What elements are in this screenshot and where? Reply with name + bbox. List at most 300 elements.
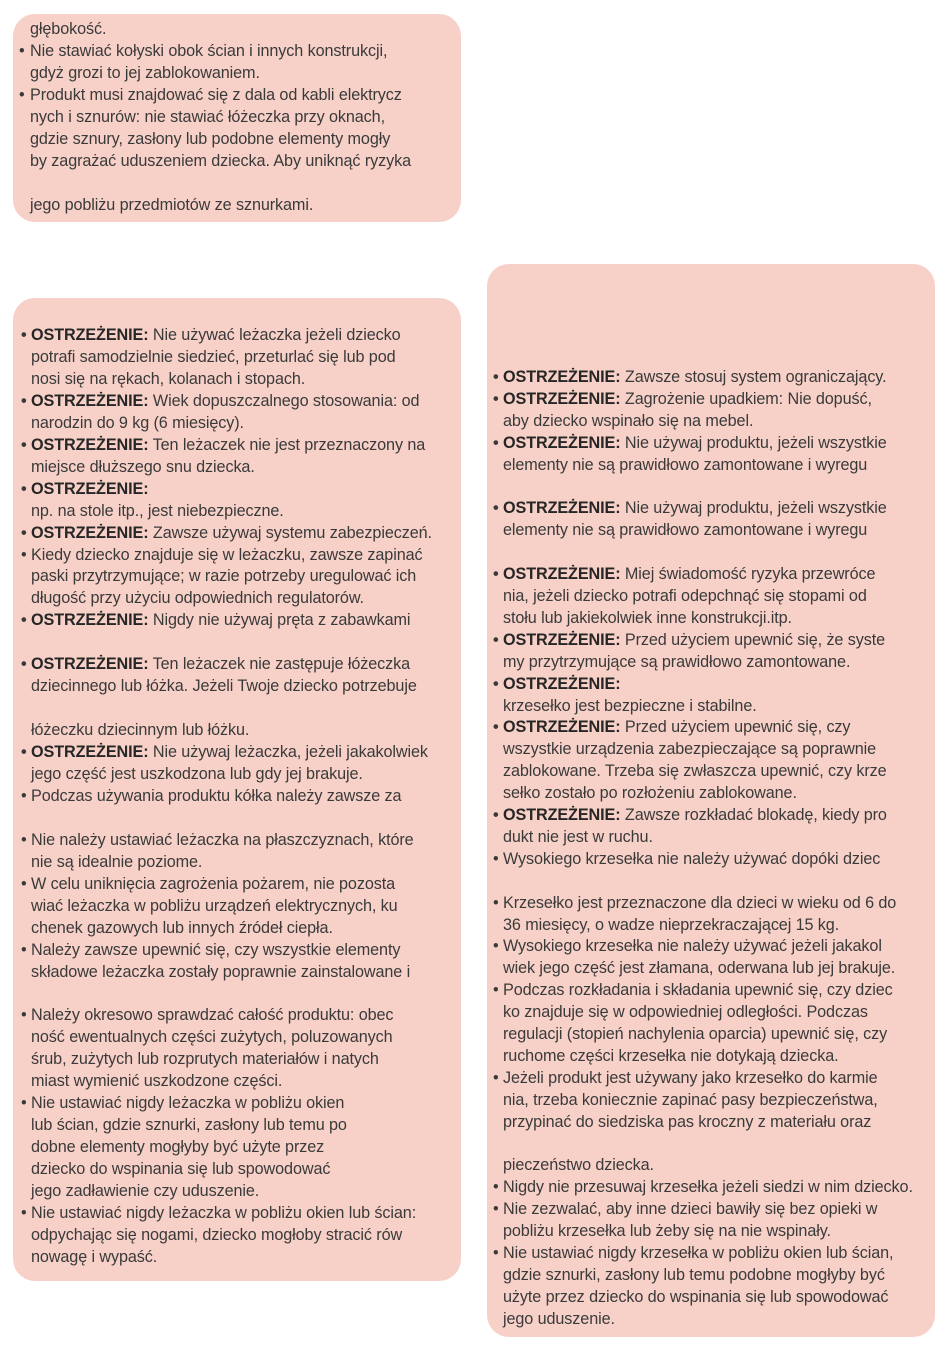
box2-line — [13, 1048, 451, 1070]
line-text — [503, 1045, 927, 1067]
box2-line — [13, 390, 451, 412]
line-text — [30, 128, 450, 150]
box2-line — [13, 675, 451, 697]
bullet-icon: • — [21, 655, 27, 674]
box3-line — [487, 957, 927, 979]
line-text — [31, 675, 451, 697]
bullet-icon: • — [493, 849, 499, 868]
box3-line — [487, 519, 927, 541]
line-text — [31, 500, 451, 522]
line-text — [503, 454, 927, 476]
warning-label: OSTRZEŻENIE: — [31, 435, 149, 454]
warning-label: OSTRZEŻENIE: — [503, 389, 621, 408]
box3-line — [487, 497, 927, 519]
box3-line — [487, 607, 927, 629]
line-text — [503, 1111, 927, 1133]
box2-line — [13, 500, 451, 522]
line-body: lub ścian, gdzie sznurki, zasłony lub temu po — [31, 1116, 347, 1135]
box3-line — [487, 1308, 927, 1330]
bullet-icon: • — [493, 718, 499, 737]
box3-line — [487, 738, 927, 760]
line-body: zablokowane. Trzeba się zwłaszcza upewnić, czy krze — [503, 762, 887, 781]
bullet-icon: • — [493, 630, 499, 649]
box3-line — [487, 366, 927, 388]
line-text — [31, 785, 451, 807]
line-text — [503, 497, 927, 519]
box2-line — [13, 1092, 451, 1114]
line-body: Wiek dopuszczalnego stosowania: od — [148, 391, 420, 410]
line-body: wiek jego część jest złamana, oderwana lub jej brakuje. — [503, 959, 896, 978]
line-text — [503, 892, 927, 914]
line-body: Podczas rozkładania i składania upewnić się, czy dziec — [503, 981, 893, 1000]
line-body: Krzesełko jest przeznaczone dla dzieci w wieku od 6 do — [503, 893, 897, 912]
box2-line — [13, 851, 451, 873]
line-body: Kiedy dziecko znajduje się w leżaczku, zawsze zapinać — [31, 545, 423, 564]
line-body: pieczeństwo dziecka. — [503, 1156, 654, 1175]
line-text — [31, 1136, 451, 1158]
bullet-icon: • — [493, 1244, 499, 1262]
box2-line — [13, 434, 451, 456]
line-text — [503, 1220, 927, 1242]
bullet-icon: • — [493, 433, 499, 452]
line-body: gdzie sznury, zasłony lub podobne elementy mogły — [30, 130, 391, 148]
warning-label: OSTRZEŻENIE: — [503, 433, 621, 452]
box3-line — [487, 979, 927, 1001]
box2-line — [13, 1158, 451, 1180]
line-body: jego pobliżu przedmiotów ze sznurkami. — [30, 196, 314, 214]
line-text — [31, 609, 451, 631]
box2-line — [13, 719, 451, 741]
box3-line — [487, 1001, 927, 1023]
box3-line — [487, 454, 927, 476]
box2-line — [13, 807, 451, 829]
bullet-icon: • — [21, 743, 27, 762]
line-text — [31, 1092, 451, 1114]
bullet-icon: • — [21, 545, 27, 564]
bullet-icon: • — [493, 1178, 499, 1197]
line-text — [31, 917, 451, 939]
box2-line — [13, 1004, 451, 1026]
line-body: Przed użyciem upewnić się, że syste — [620, 630, 886, 649]
box3-line — [487, 892, 927, 914]
line-body: Należy okresowo sprawdzać całość produktu: obec — [31, 1006, 394, 1025]
box3-line — [487, 848, 927, 870]
line-body: 36 miesięcy, o wadze nieprzekraczającej 15 kg. — [503, 915, 840, 934]
bullet-icon: • — [21, 1094, 27, 1113]
line-text — [503, 1308, 927, 1330]
line-body: pobliżu krzesełka lub żeby się na nie wspinały. — [503, 1222, 831, 1241]
box1-line — [13, 194, 450, 216]
line-text — [30, 40, 450, 62]
box2-line — [13, 785, 451, 807]
box2-line — [13, 456, 451, 478]
box2-line — [13, 1070, 451, 1092]
box2-line — [13, 1026, 451, 1048]
line-text — [503, 957, 927, 979]
line-body: elementy nie są prawidłowo zamontowane i wyregu — [503, 521, 868, 540]
box3-line — [487, 651, 927, 673]
box1-line — [13, 62, 450, 84]
line-body: chenek gazowych lub innych źródeł ciepła. — [31, 918, 333, 937]
line-text — [31, 1070, 451, 1092]
line-body: Przed użyciem upewnić się, czy — [620, 718, 851, 737]
bullet-icon: • — [21, 1204, 27, 1222]
box2-line — [13, 917, 451, 939]
line-text — [503, 1089, 927, 1111]
line-body: jego uduszenie. — [503, 1309, 615, 1328]
box3-line — [487, 716, 927, 738]
box3-line — [487, 1133, 927, 1155]
line-text — [503, 629, 927, 651]
box3-line — [487, 1089, 927, 1111]
line-text — [31, 873, 451, 895]
line-body: Ten leżaczek nie jest przeznaczony na — [148, 435, 426, 454]
line-body: Zawsze rozkładać blokadę, kiedy pro — [620, 806, 887, 824]
bullet-icon: • — [21, 391, 27, 410]
box1-line — [13, 150, 450, 172]
line-text — [503, 1001, 927, 1023]
line-body: krzesełko jest bezpieczne i stabilne. — [503, 696, 757, 715]
line-text — [31, 653, 451, 675]
line-body: np. na stole itp., jest niebezpieczne. — [31, 501, 284, 520]
box3-line — [487, 1220, 927, 1242]
line-body: stołu lub jakiekolwiek inne konstrukcji.itp. — [503, 608, 792, 627]
line-text — [30, 84, 450, 106]
bullet-icon: • — [493, 389, 499, 408]
line-text — [31, 1158, 451, 1180]
line-text — [30, 18, 450, 40]
line-text — [503, 410, 927, 432]
box2-line — [13, 939, 451, 961]
box1-line — [13, 84, 450, 106]
box2-line — [13, 763, 451, 785]
box2-line — [13, 1202, 451, 1224]
box2-line — [13, 324, 451, 346]
line-text — [503, 782, 927, 804]
line-body: gdyż grozi to jej zablokowaniem. — [30, 64, 260, 82]
box3-line — [487, 804, 927, 826]
warning-label: OSTRZEŻENIE: — [503, 718, 621, 737]
box2-line — [13, 829, 451, 851]
line-text — [31, 1004, 451, 1026]
box2-line — [13, 873, 451, 895]
box3-line — [487, 563, 927, 585]
box3-line — [487, 1198, 927, 1220]
line-body: odpychając się nogami, dziecko mogłoby stracić rów — [31, 1225, 403, 1244]
box2-line — [13, 631, 451, 653]
box3-line — [487, 695, 927, 717]
box2-line — [13, 1224, 451, 1246]
bullet-icon: • — [21, 435, 27, 454]
line-text — [503, 1067, 927, 1089]
warning-label: OSTRZEŻENIE: — [31, 391, 149, 410]
box1-line — [13, 106, 450, 128]
line-body: nowagę i wypaść. — [31, 1247, 158, 1266]
line-text — [31, 390, 451, 412]
line-text — [503, 519, 927, 541]
line-body: jego część jest uszkodzona lub gdy jej brakuje. — [31, 765, 363, 783]
line-body: łóżeczku dziecinnym lub łóżku. — [31, 721, 250, 740]
line-body: dziecko do wspinania się lub spowodować — [31, 1160, 331, 1179]
line-text — [31, 1224, 451, 1246]
box3-line — [487, 1045, 927, 1067]
box3-line — [487, 476, 927, 498]
bullet-icon: • — [21, 611, 27, 630]
box2-line — [13, 522, 451, 544]
box3-line — [487, 870, 927, 892]
box2-line — [13, 478, 451, 500]
line-body: długość przy użyciu odpowiednich regulatorów. — [31, 589, 364, 608]
line-body: Nie należy ustawiać leżaczka na płaszczyznach, które — [31, 830, 414, 849]
line-body: sełko zostało po rozłożeniu zablokowane. — [503, 784, 797, 803]
line-text — [31, 851, 451, 873]
line-body: dobne elementy mogłyby być użyte przez — [31, 1138, 325, 1157]
bullet-icon: • — [21, 874, 27, 893]
line-text — [503, 651, 927, 673]
line-text — [503, 1198, 927, 1220]
line-body: Zagrożenie upadkiem: Nie dopuść, — [620, 389, 872, 408]
line-body: paski przytrzymujące; w razie potrzeby uregulować ich — [31, 567, 417, 586]
line-text — [503, 848, 927, 870]
line-text — [503, 563, 927, 585]
line-body: nych i sznurów: nie stawiać łóżeczka przy oknach, — [30, 108, 385, 126]
bullet-icon: • — [21, 1006, 27, 1025]
line-body: Podczas używania produktu kółka należy zawsze za — [31, 786, 402, 805]
line-text — [31, 961, 451, 983]
box2-line — [13, 565, 451, 587]
bullet-icon: • — [493, 1200, 499, 1219]
bullet-icon: • — [493, 368, 499, 386]
line-text — [503, 1242, 927, 1264]
line-text — [30, 106, 450, 128]
box1-line — [13, 172, 450, 194]
warning-label: OSTRZEŻENIE: — [31, 655, 149, 674]
line-text — [31, 544, 451, 566]
box2-line — [13, 983, 451, 1005]
line-text — [31, 456, 451, 478]
line-body: Nie ustawiać nigdy leżaczka w pobliżu okien — [31, 1094, 345, 1113]
line-text — [503, 760, 927, 782]
line-body: Wysokiego krzesełka nie należy używać jeżeli jakakol — [503, 937, 882, 956]
line-text — [503, 607, 927, 629]
line-body: W celu uniknięcia zagrożenia pożarem, nie pozosta — [31, 874, 396, 893]
box3-line — [487, 1067, 927, 1089]
line-body: przypinać do siedziska pas kroczny z materiału oraz — [503, 1112, 872, 1131]
line-text — [503, 1176, 927, 1198]
box3-line — [487, 935, 927, 957]
line-text — [503, 673, 927, 695]
box3-line — [487, 585, 927, 607]
box3-line — [487, 1176, 927, 1198]
bullet-icon: • — [21, 786, 27, 805]
line-text — [30, 194, 450, 216]
line-text — [31, 478, 451, 500]
line-body: aby dziecko wspinało się na mebel. — [503, 411, 754, 430]
line-text — [503, 1023, 927, 1045]
line-body: my przytrzymujące są prawidłowo zamontowane. — [503, 652, 851, 671]
box1-line — [13, 128, 450, 150]
box3-line — [487, 914, 927, 936]
line-body: gdzie sznurki, zasłony lub temu podobne mogłyby być — [503, 1265, 885, 1284]
bullet-icon: • — [21, 940, 27, 959]
line-text — [31, 719, 451, 741]
box2-line — [13, 1136, 451, 1158]
warning-label: OSTRZEŻENIE: — [31, 611, 149, 630]
line-body: Miej świadomość ryzyka przewróce — [620, 565, 876, 584]
line-body: składowe leżaczka zostały poprawnie zainstalowane i — [31, 962, 411, 981]
box3-line — [487, 1023, 927, 1045]
box3-line — [487, 760, 927, 782]
warning-label: OSTRZEŻENIE: — [31, 326, 149, 344]
line-text — [503, 1154, 927, 1176]
line-body: Zawsze stosuj system ograniczający. — [620, 368, 887, 386]
bullet-icon: • — [493, 937, 499, 956]
line-body: Produkt musi znajdować się z dala od kabli elektrycz — [30, 86, 402, 104]
box2-line — [13, 587, 451, 609]
line-body: Nigdy nie używaj pręta z zabawkami — [148, 611, 411, 630]
line-text — [30, 62, 450, 84]
box2-line — [13, 544, 451, 566]
line-text — [31, 1114, 451, 1136]
line-text — [503, 1286, 927, 1308]
line-text — [31, 434, 451, 456]
bullet-icon: • — [19, 42, 25, 60]
line-text — [31, 895, 451, 917]
line-text — [31, 939, 451, 961]
line-body: dukt nie jest w ruchu. — [503, 827, 653, 846]
line-text — [503, 804, 927, 826]
line-body: Ten leżaczek nie zastępuje łóżeczka — [148, 655, 411, 674]
bullet-icon: • — [21, 479, 27, 498]
line-text — [31, 741, 451, 763]
line-text — [503, 979, 927, 1001]
line-body: nia, jeżeli dziecko potrafi odepchnąć się stopami od — [503, 587, 867, 605]
line-text — [503, 585, 927, 607]
line-body: ność ewentualnych części zużytych, poluzowanych — [31, 1028, 393, 1047]
box2-line — [13, 609, 451, 631]
line-text — [31, 829, 451, 851]
line-text — [31, 368, 451, 390]
line-body: miejsce dłuższego snu dziecka. — [31, 457, 255, 476]
line-text — [31, 346, 451, 368]
line-body: Jeżeli produkt jest używany jako krzesełko do karmie — [503, 1068, 878, 1087]
bullet-icon: • — [493, 1068, 499, 1087]
line-body: nia, trzeba koniecznie zapinać pasy bezpieczeństwa, — [503, 1090, 878, 1109]
line-text — [31, 763, 451, 785]
box3-line — [487, 629, 927, 651]
line-body: wszystkie urządzenia zabezpieczające są poprawnie — [503, 740, 877, 759]
line-body: Nie stawiać kołyski obok ścian i innych konstrukcji, — [30, 42, 388, 60]
line-text — [31, 1048, 451, 1070]
bullet-icon: • — [493, 981, 499, 1000]
warning-label: OSTRZEŻENIE: — [503, 368, 621, 386]
box2-line — [13, 1180, 451, 1202]
box3-line — [487, 541, 927, 563]
box3-line — [487, 1286, 927, 1308]
line-text — [31, 324, 451, 346]
bullet-icon: • — [493, 806, 499, 824]
line-text — [503, 935, 927, 957]
line-text — [31, 587, 451, 609]
line-body: głębokość. — [30, 20, 107, 38]
line-text — [31, 1026, 451, 1048]
line-text — [30, 150, 450, 172]
line-body: wiać leżaczka w pobliżu urządzeń elektrycznych, ku — [31, 896, 398, 915]
line-body: potrafi samodzielnie siedzieć, przeturlać się lub pod — [31, 347, 396, 366]
line-text — [31, 1202, 451, 1224]
box3-line — [487, 673, 927, 695]
bullet-icon: • — [493, 674, 499, 693]
line-text — [31, 1180, 451, 1202]
bullet-icon: • — [493, 499, 499, 518]
line-body: nosi się na rękach, kolanach i stopach. — [31, 369, 306, 388]
warning-label: OSTRZEŻENIE: — [503, 674, 621, 693]
warning-label: OSTRZEŻENIE: — [503, 630, 621, 649]
line-body: nie są idealnie poziome. — [31, 852, 203, 871]
box3-line — [487, 1154, 927, 1176]
box2-line — [13, 412, 451, 434]
line-text — [503, 695, 927, 717]
line-body: ruchome części krzesełka nie dotykają dziecka. — [503, 1046, 839, 1065]
box3-line — [487, 782, 927, 804]
box2-line — [13, 741, 451, 763]
line-text — [31, 412, 451, 434]
line-text — [503, 388, 927, 410]
line-body: dziecinnego lub łóżka. Jeżeli Twoje dziecko potrzebuje — [31, 677, 417, 696]
line-body: Nie używaj produktu, jeżeli wszystkie — [620, 433, 887, 452]
bullet-icon: • — [493, 893, 499, 912]
line-text — [31, 565, 451, 587]
warning-label: OSTRZEŻENIE: — [503, 499, 621, 518]
line-body: Wysokiego krzesełka nie należy używać dopóki dziec — [503, 849, 881, 868]
line-body: miast wymienić uszkodzone części. — [31, 1072, 283, 1091]
line-body: Nie używać leżaczka jeżeli dziecko — [148, 326, 401, 344]
box1-line — [13, 18, 450, 40]
box3-line — [487, 410, 927, 432]
line-body: narodzin do 9 kg (6 miesięcy). — [31, 413, 244, 432]
warning-label: OSTRZEŻENIE: — [31, 479, 149, 498]
box2-line — [13, 1246, 451, 1268]
line-body: regulacji (stopień nachylenia oparcia) upewnić się, czy — [503, 1025, 888, 1043]
box1-line — [13, 40, 450, 62]
bullet-icon: • — [21, 523, 27, 542]
warning-label: OSTRZEŻENIE: — [503, 806, 621, 824]
warning-label: OSTRZEŻENIE: — [31, 743, 149, 762]
box2-line — [13, 346, 451, 368]
line-text — [31, 522, 451, 544]
bullet-icon: • — [19, 86, 25, 104]
box3-line — [487, 1264, 927, 1286]
line-text — [503, 914, 927, 936]
line-body: jego zadławienie czy uduszenie. — [31, 1182, 260, 1201]
box3-line — [487, 1242, 927, 1264]
box3-line — [487, 388, 927, 410]
line-body: Nie ustawiać nigdy leżaczka w pobliżu okien lub ścian: — [31, 1204, 417, 1222]
line-body: Zawsze używaj systemu zabezpieczeń. — [148, 523, 432, 542]
line-body: Nie używaj leżaczka, jeżeli jakakolwiek — [148, 743, 428, 762]
bullet-icon: • — [493, 565, 499, 584]
line-text — [503, 1264, 927, 1286]
box3-line — [487, 432, 927, 454]
line-body: by zagrażać uduszeniem dziecka. Aby uniknąć ryzyka — [30, 152, 411, 170]
line-body: Nie ustawiać nigdy krzesełka w pobliżu okien lub ścian, — [503, 1244, 894, 1262]
warning-label: OSTRZEŻENIE: — [31, 523, 149, 542]
box3-line — [487, 1111, 927, 1133]
line-text — [31, 1246, 451, 1268]
line-text — [503, 738, 927, 760]
bullet-icon: • — [21, 830, 27, 849]
line-text — [503, 716, 927, 738]
